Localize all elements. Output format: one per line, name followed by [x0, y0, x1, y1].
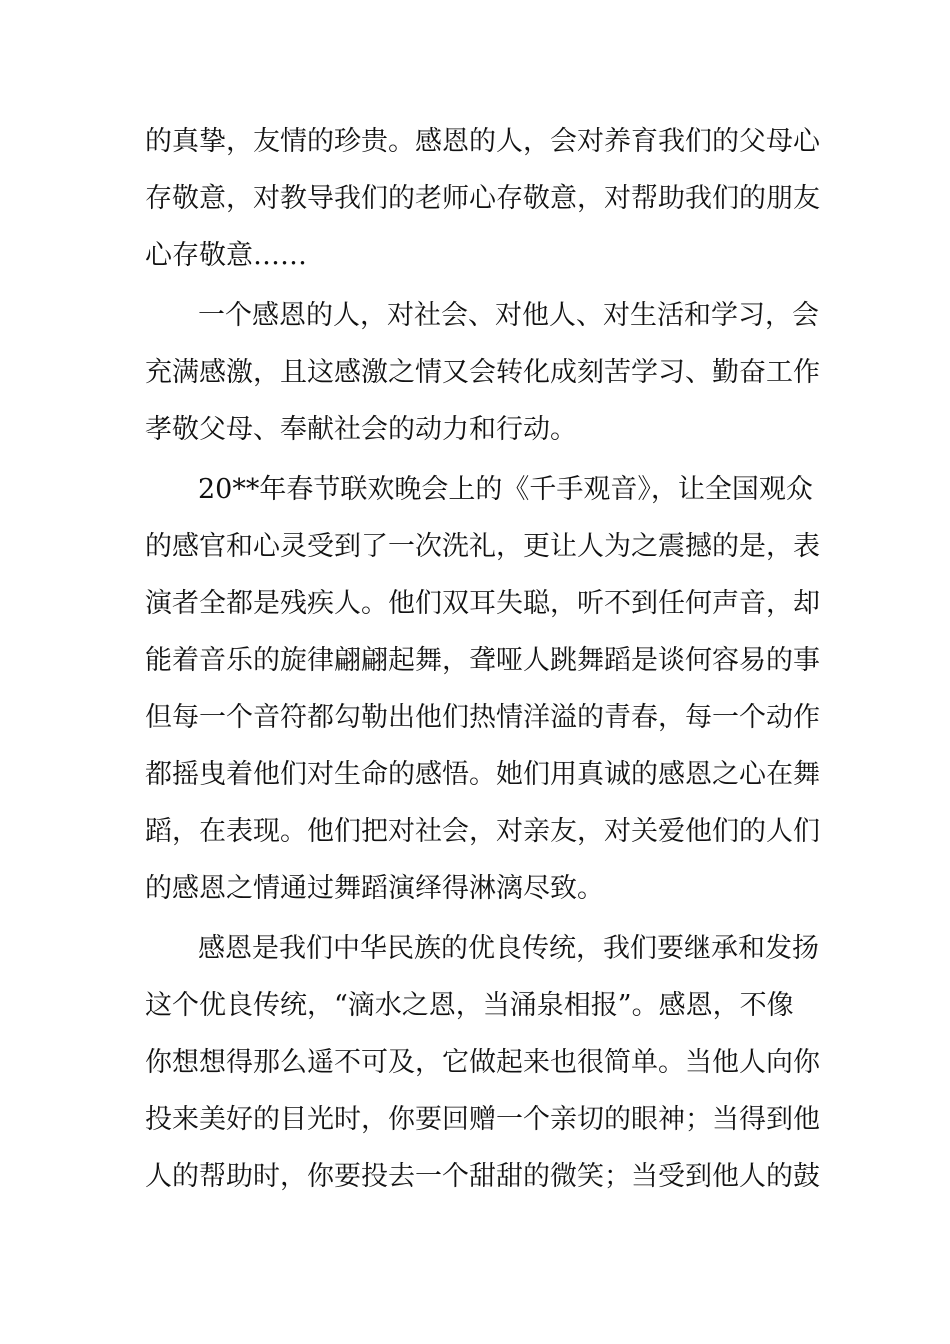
- text-line: 的真挚，友情的珍贵。感恩的人，会对养育我们的父母心: [145, 126, 820, 157]
- text-line: 心存敬意……: [145, 240, 307, 271]
- text-line: 孝敬父母、奉献社会的动力和行动。: [145, 414, 577, 445]
- paragraph-first-line: 20**年春节联欢晚会上的《千手观音》，让全国观众: [198, 474, 813, 505]
- text-line: 这个优良传统，“滴水之恩，当涌泉相报”。感恩，不像: [145, 990, 794, 1021]
- paragraph-first-line: 一个感恩的人，对社会、对他人、对生活和学习，会: [198, 300, 819, 331]
- text-line: 充满感激，且这感激之情又会转化成刻苦学习、勤奋工作: [145, 357, 820, 388]
- text-line: 的感官和心灵受到了一次洗礼，更让人为之震撼的是，表: [145, 531, 820, 562]
- text-line: 投来美好的目光时，你要回赠一个亲切的眼神；当得到他: [145, 1104, 820, 1135]
- text-line: 蹈，在表现。他们把对社会，对亲友，对关爱他们的人们: [145, 816, 820, 847]
- text-line: 演者全都是残疾人。他们双耳失聪，听不到任何声音，却: [145, 588, 820, 619]
- text-line: 的感恩之情通过舞蹈演绎得淋漓尽致。: [145, 873, 604, 904]
- text-line: 都摇曳着他们对生命的感悟。她们用真诚的感恩之心在舞: [145, 759, 820, 790]
- text-line: 你想想得那么遥不可及，它做起来也很简单。当他人向你: [145, 1047, 820, 1078]
- text-line: 能着音乐的旋律翩翩起舞，聋哑人跳舞蹈是谈何容易的事: [145, 645, 820, 676]
- text-line: 但每一个音符都勾勒出他们热情洋溢的青春，每一个动作: [145, 702, 820, 733]
- text-line: 存敬意，对教导我们的老师心存敬意，对帮助我们的朋友: [145, 183, 820, 214]
- paragraph-first-line: 感恩是我们中华民族的优良传统，我们要继承和发扬: [198, 933, 819, 964]
- text-line: 人的帮助时，你要投去一个甜甜的微笑；当受到他人的鼓: [145, 1161, 820, 1192]
